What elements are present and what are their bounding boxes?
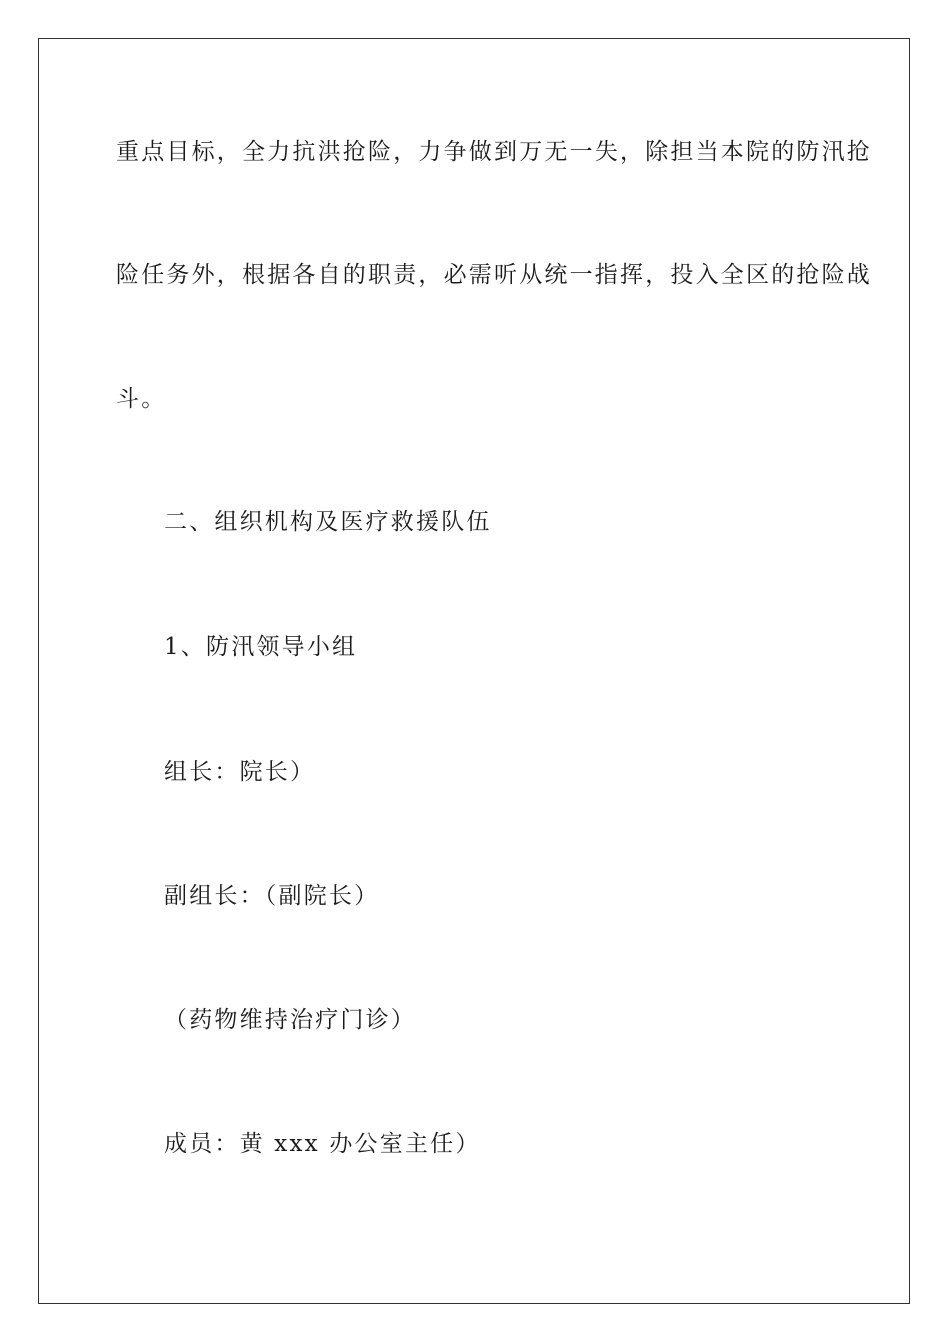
roster-department-note: （药物维持治疗门诊） xyxy=(164,1007,416,1033)
paragraph-line-2: 险任务外，根据各自的职责，必需听从统一指挥，投入全区的抢险战 xyxy=(116,262,872,288)
section-heading: 二、组织机构及医疗救援队伍 xyxy=(164,509,492,535)
page-border xyxy=(38,38,910,1304)
subsection-heading: 1、防汛领导小组 xyxy=(164,634,358,660)
roster-leader: 组长：院长） xyxy=(164,759,316,785)
paragraph-line-3: 斗。 xyxy=(116,386,167,412)
roster-member: 成员：黄 xxx 办公室主任） xyxy=(164,1131,481,1157)
roster-deputy-leader: 副组长：（副院长） xyxy=(164,883,380,909)
paragraph-line-1: 重点目标，全力抗洪抢险，力争做到万无一失，除担当本院的防汛抢 xyxy=(116,139,872,165)
